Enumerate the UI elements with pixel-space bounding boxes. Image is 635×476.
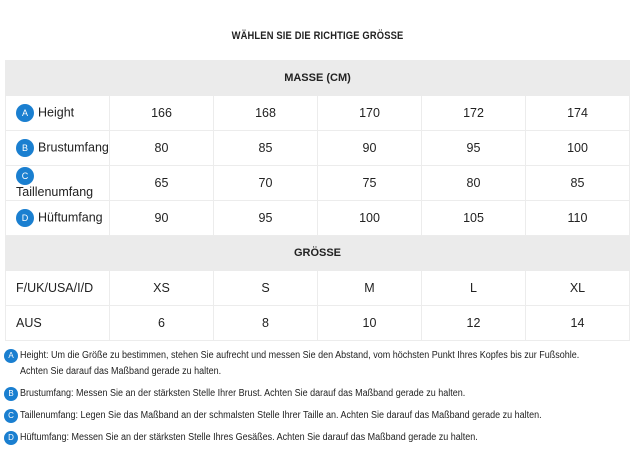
value-cell: 110 xyxy=(526,201,630,236)
table-row xyxy=(6,96,630,131)
value-cell: 12 xyxy=(422,306,526,341)
badge-icon: D xyxy=(16,209,34,227)
badge-icon: A xyxy=(4,349,18,363)
table-row xyxy=(6,166,630,201)
sizes-header-row xyxy=(6,236,630,271)
value-cell: 168 xyxy=(214,96,318,131)
value-cell: XS xyxy=(110,271,214,306)
table-row xyxy=(6,271,630,306)
value-cell: 80 xyxy=(110,131,214,166)
row-label-cell xyxy=(6,96,110,131)
section-header: MASSE (CM) xyxy=(6,61,630,96)
note-text: Achten Sie darauf das Maßband gerade zu halten. xyxy=(20,366,222,377)
row-label: Hüftumfang xyxy=(38,210,103,225)
row-label: F/UK/USA/I/D xyxy=(16,281,94,295)
row-label: AUS xyxy=(16,316,42,330)
row-label: Height xyxy=(38,105,75,120)
value-cell: 14 xyxy=(526,306,630,341)
value-cell: 90 xyxy=(110,201,214,236)
note-text: Taillenumfang: Legen Sie das Maßband an der schmalsten Stelle Ihrer Taille an. Achten Sie darauf das Maßband gerade zu halten. xyxy=(20,410,542,421)
row-label: Brustumfang xyxy=(38,140,109,155)
note-item xyxy=(4,386,634,402)
value-cell: 170 xyxy=(318,96,422,131)
value-cell: 65 xyxy=(110,166,214,201)
badge-icon: D xyxy=(4,431,18,445)
table-row xyxy=(6,306,630,341)
badge-icon: B xyxy=(4,387,18,401)
badge-icon: B xyxy=(16,139,34,157)
value-cell: XL xyxy=(526,271,630,306)
note-text: Height: Um die Größe zu bestimmen, stehen Sie aufrecht und messen Sie den Abstand, vom höchsten Punkt Ihres Kopfes bis zur Fußsohle. xyxy=(20,350,580,361)
row-label-cell xyxy=(6,166,110,201)
badge-icon: C xyxy=(16,167,34,185)
value-cell: 100 xyxy=(318,201,422,236)
value-cell: 105 xyxy=(422,201,526,236)
row-label: Taillenumfang xyxy=(16,185,94,199)
size-chart-table xyxy=(5,60,630,341)
note-text: Hüftumfang: Messen Sie an der stärksten Stelle Ihres Gesäßes. Achten Sie darauf das Maßband gerade zu halten. xyxy=(20,432,478,443)
page-title: WÄHLEN SIE DIE RICHTIGE GRÖSSE xyxy=(231,30,404,42)
note-item xyxy=(4,430,634,446)
value-cell: 95 xyxy=(422,131,526,166)
value-cell: 80 xyxy=(422,166,526,201)
value-cell: 8 xyxy=(214,306,318,341)
measures-header-row xyxy=(6,61,630,96)
table-row xyxy=(6,131,630,166)
value-cell: 90 xyxy=(318,131,422,166)
value-cell: 100 xyxy=(526,131,630,166)
value-cell: 166 xyxy=(110,96,214,131)
value-cell: 70 xyxy=(214,166,318,201)
row-label-cell xyxy=(6,201,110,236)
value-cell: 85 xyxy=(526,166,630,201)
badge-icon: A xyxy=(16,104,34,122)
value-cell: L xyxy=(422,271,526,306)
table-row xyxy=(6,201,630,236)
value-cell: 174 xyxy=(526,96,630,131)
section-header: GRÖSSE xyxy=(6,236,630,271)
value-cell: 75 xyxy=(318,166,422,201)
value-cell: 85 xyxy=(214,131,318,166)
note-item xyxy=(4,348,634,380)
value-cell: 95 xyxy=(214,201,318,236)
value-cell: S xyxy=(214,271,318,306)
note-item xyxy=(4,408,634,424)
value-cell: 6 xyxy=(110,306,214,341)
value-cell: 10 xyxy=(318,306,422,341)
value-cell: 172 xyxy=(422,96,526,131)
badge-icon: C xyxy=(4,409,18,423)
row-label-cell xyxy=(6,271,110,306)
measurement-notes xyxy=(4,348,634,452)
value-cell: M xyxy=(318,271,422,306)
row-label-cell xyxy=(6,306,110,341)
row-label-cell xyxy=(6,131,110,166)
note-text: Brustumfang: Messen Sie an der stärksten Stelle Ihrer Brust. Achten Sie darauf das Maßband gerade zu halten. xyxy=(20,388,466,399)
